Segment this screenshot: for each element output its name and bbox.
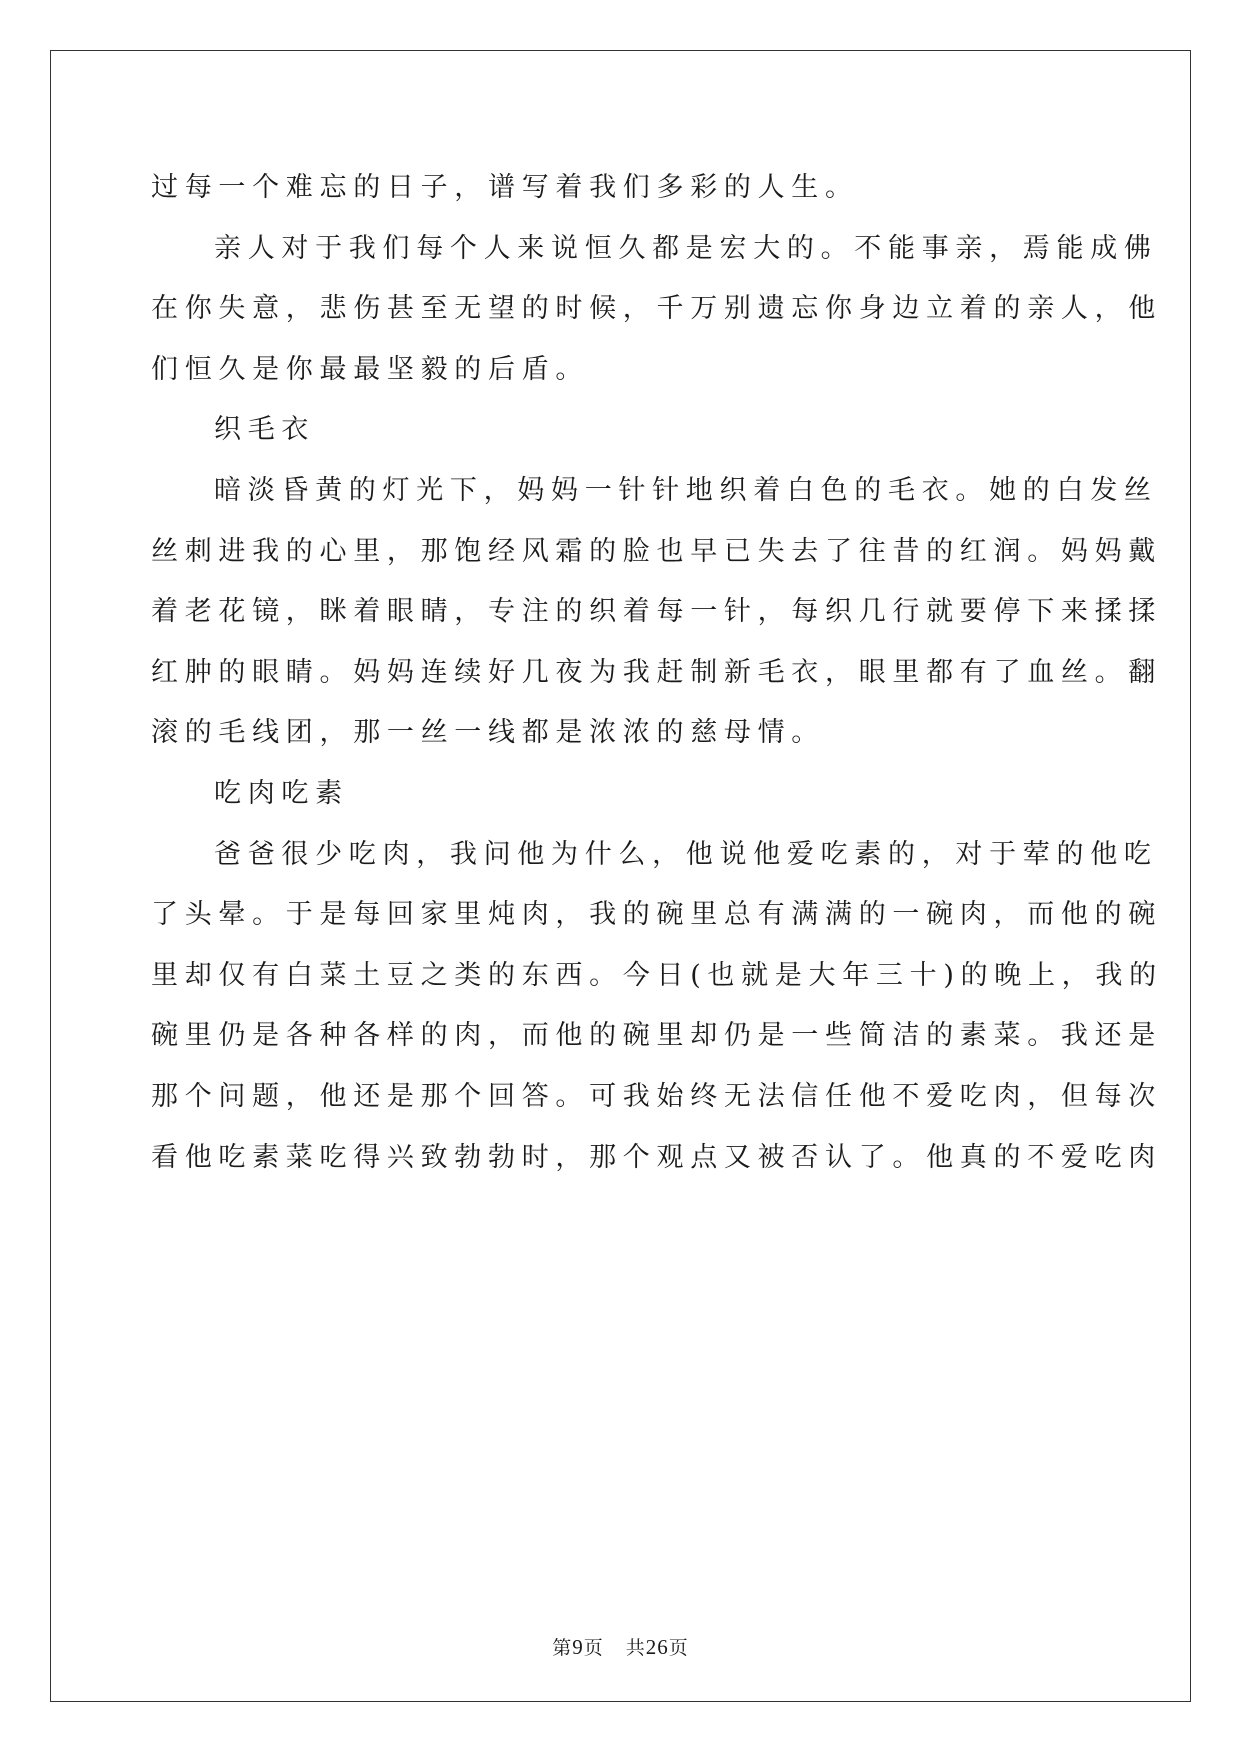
- text-line: 着老花镜，眯着眼睛，专注的织着每一针，每织几行就要停下来揉揉: [151, 596, 1162, 628]
- text-line: 丝刺进我的心里，那饱经风霜的脸也早已失去了往昔的红润。妈妈戴: [151, 535, 1162, 567]
- text-line: 里却仅有白菜土豆之类的东西。今日(也就是大年三十)的晚上，我的: [151, 959, 1163, 991]
- text-line: 了头晕。于是每回家里炖肉，我的碗里总有满满的一碗肉，而他的碗: [151, 899, 1162, 931]
- section-heading: 吃肉吃素: [214, 777, 349, 809]
- text-line: 们恒久是你最最坚毅的后盾。: [151, 353, 590, 385]
- page-number: 9: [572, 1635, 584, 1659]
- total-pages: 26: [645, 1635, 669, 1659]
- text-line: 亲人对于我们每个人来说恒久都是宏大的。不能事亲，焉能成佛: [214, 232, 1158, 264]
- text-line: 滚的毛线团，那一丝一线都是浓浓的慈母情。: [151, 717, 825, 749]
- text-line: 那个问题，他还是那个回答。可我始终无法信任他不爱吃肉，但每次: [151, 1080, 1162, 1112]
- page-prefix: 第: [552, 1637, 573, 1659]
- text-line: 过每一个难忘的日子，谱写着我们多彩的人生。: [151, 172, 859, 203]
- text-line: 看他吃素菜吃得兴致勃勃时，那个观点又被否认了。他真的不爱吃肉: [151, 1141, 1162, 1173]
- page-suffix: 页: [583, 1637, 604, 1659]
- text-line: 暗淡昏黄的灯光下，妈妈一针针地织着白色的毛衣。她的白发丝: [214, 474, 1158, 506]
- text-line: 爸爸很少吃肉，我问他为什么，他说他爱吃素的，对于荤的他吃: [214, 838, 1158, 870]
- section-heading: 织毛衣: [214, 414, 316, 446]
- text-line: 红肿的眼睛。妈妈连续好几夜为我赶制新毛衣，眼里都有了血丝。翻: [151, 656, 1162, 688]
- page-footer: [0, 1633, 1241, 1660]
- text-line: 碗里仍是各种各样的肉，而他的碗里却仍是一些简洁的素菜。我还是: [151, 1020, 1162, 1052]
- total-prefix: 共: [625, 1637, 646, 1659]
- document-body: [151, 158, 1163, 1188]
- text-line: 在你失意，悲伤甚至无望的时候，千万别遗忘你身边立着的亲人，他: [151, 293, 1162, 325]
- total-suffix: 页: [668, 1637, 689, 1659]
